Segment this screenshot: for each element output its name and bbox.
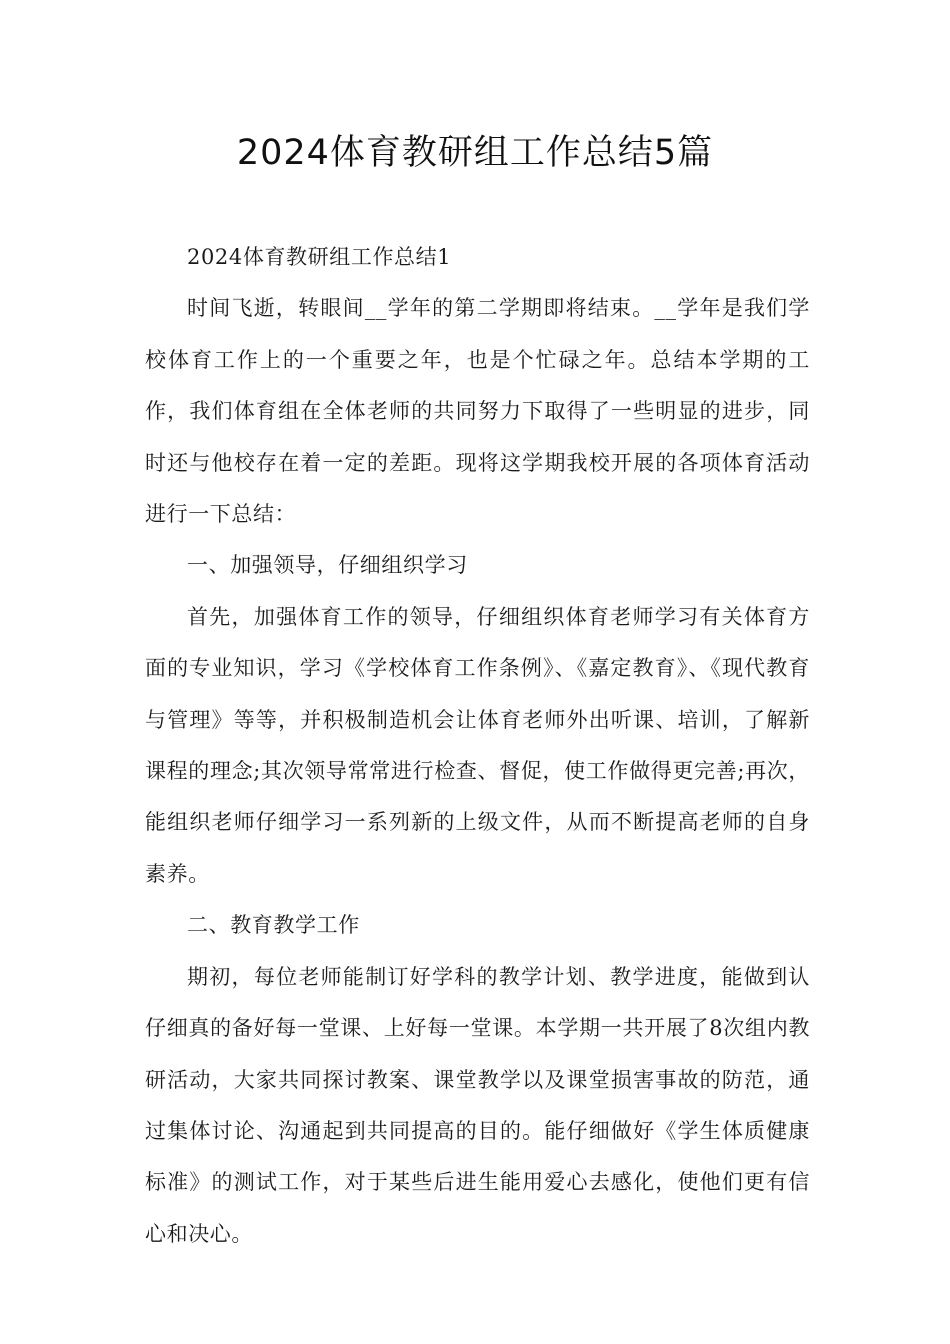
- section-heading-leadership: 一、加强领导，仔细组织学习: [187, 553, 468, 578]
- document-body: [145, 232, 810, 1260]
- paragraph-leadership: 首先，加强体育工作的领导，仔细组织体育老师学习有关体育方面的专业知识，学习《学校体育工作条例》、《嘉定教育》、《现代教育与管理》等等，并积极制造机会让体育老师外出听课、培训，了解新课程的理念;其次领导常常进行检查、督促，使工作做得更完善;再次，能组织老师仔细学习一系列新的上级文件，从而不断提高老师的自身素养。: [145, 604, 810, 886]
- section-heading-summary-1: 2024体育教研组工作总结1: [187, 245, 452, 269]
- paragraph-teaching: 期初，每位老师能制订好学科的教学计划、教学进度，能做到认仔细真的备好每一堂课、上好每一堂课。本学期一共开展了8次组内教研活动，大家共同探讨教案、课堂教学以及课堂损害事故的防范，通过集体讨论、沟通起到共同提高的目的。能仔细做好《学生体质健康标准》的测试工作，对于某些后进生能用爱心去感化，使他们更有信心和决心。: [145, 964, 810, 1246]
- paragraph-intro: 时间飞逝，转眼间__学年的第二学期即将结束。__学年是我们学校体育工作上的一个重要之年，也是个忙碌之年。总结本学期的工作，我们体育组在全体老师的共同努力下取得了一些明显的进步，同时还与他校存在着一定的差距。现将这学期我校开展的各项体育活动进行一下总结：: [145, 296, 810, 527]
- section-heading-teaching: 二、教育教学工作: [187, 913, 360, 938]
- document-title: 2024体育教研组工作总结5篇: [236, 133, 714, 173]
